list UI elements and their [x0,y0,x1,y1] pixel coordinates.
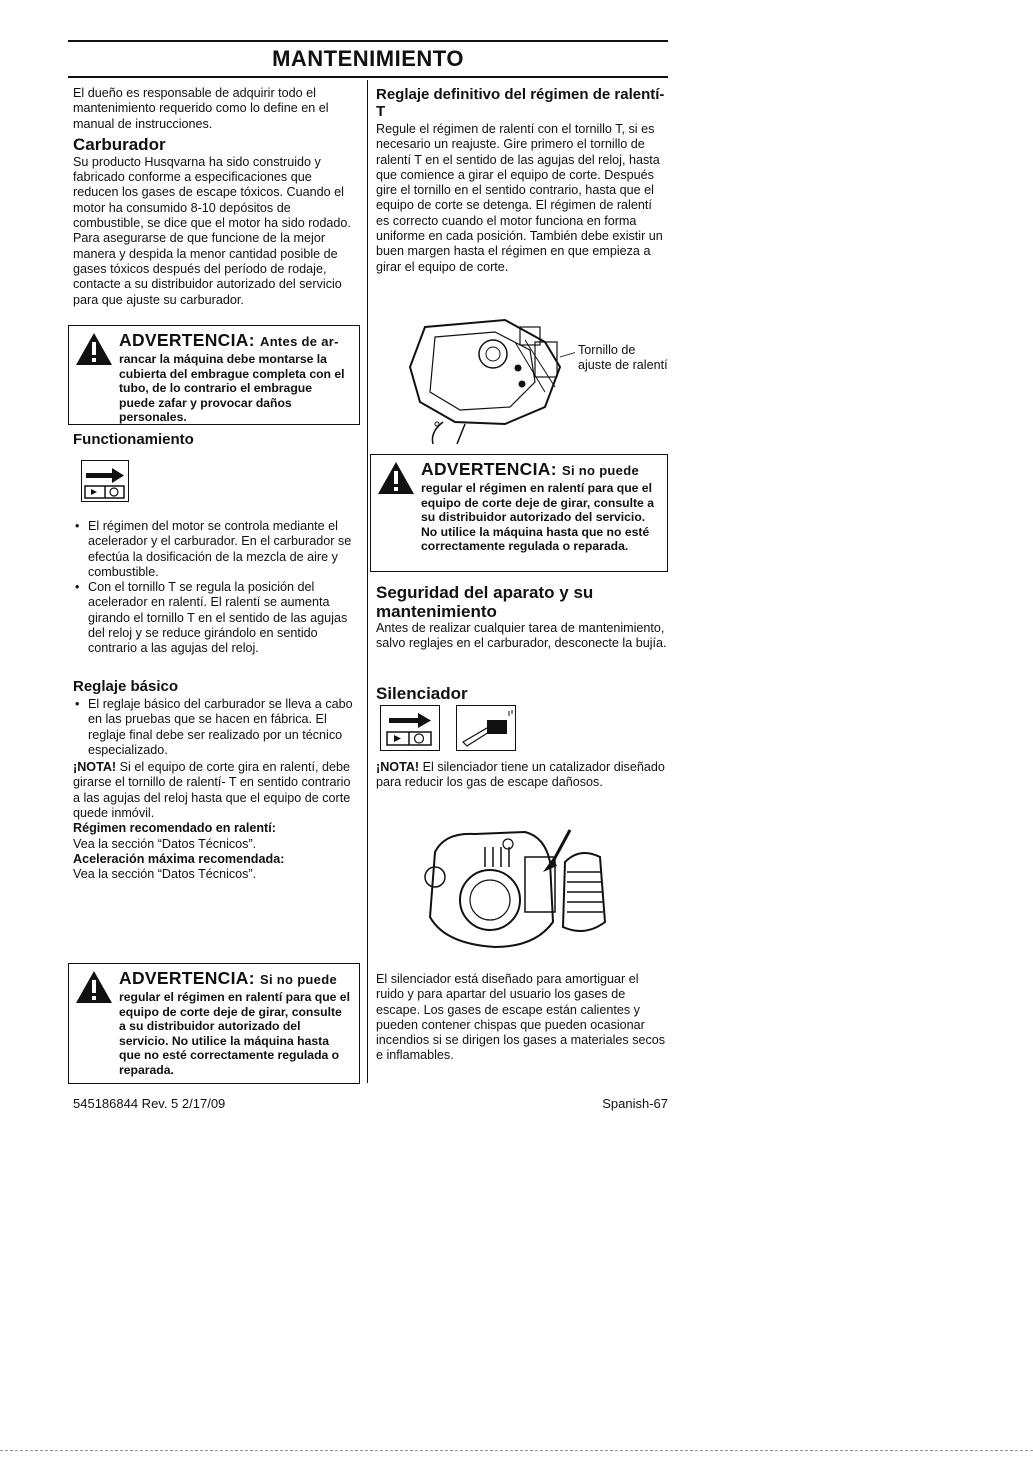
warning-body: regular el régimen en ralentí para que el equipo de corte deje de girar, consulte a su distribuidor autorizado del servicio. No utilice la máquina hasta que no esté correctamente regulada o reparada. [421,481,654,554]
recommended-idle-label: Régimen recomendado en ralentí: [73,821,276,836]
engine-muffler-illustration [415,822,615,952]
muffler-symbols [380,705,516,755]
title-rule [68,76,668,78]
warning-title: ADVERTENCIA: [119,968,255,988]
carburetor-illustration [395,312,575,444]
safety-section [376,583,668,652]
warning-title: ADVERTENCIA: [421,459,557,479]
operation-symbol [81,460,129,506]
operation-list [73,519,360,657]
left-column [73,86,358,308]
note-label: ¡NOTA! [73,760,117,775]
warning-lead: Si no puede [260,972,337,987]
page-title: MANTENIMIENTO [272,46,464,71]
warning-lead: Antes de ar- [260,334,339,349]
right-column [376,86,668,275]
operation-symbol-icon [81,460,129,502]
carburetor-text: Su producto Husqvarna ha sido construido y fabricado conforme a especificaciones que reducen los gases de escape tóxicos. Cuando el motor ha consumido 8-10 depósitos de combustible, se dice que el motor ha sido rodado. Para asegurarse de que funcione de la mejor manera y despida la menor cantidad posible de gases tóxicos después del período de rodaje, contacte a su distribuidor autorizado del servicio para que ajuste su carburador. [73,154,351,307]
screw-label: Tornillo de ajuste de ralentí [578,343,668,373]
operation-heading: Functionamiento [73,431,194,448]
warning-triangle-icon [75,332,113,366]
safety-text: Antes de realizar cualquier tarea de mantenimiento, salvo reglajes en el carburador, desconecte la bujía. [376,621,667,651]
final-adjust-text: Regule el régimen de ralentí con el tornillo T, si es necesario un reajuste. Gire primero el tornillo de ralentí T en el sentido de las agujas del reloj, hasta que comience a girar el equipo de corte. Después gire el tornillo en el sentido contrario, hasta que el equipo de corte se detenga. El régimen de ralentí es correcto cuando el motor funciona en forma uniforme en cada posición. También debe existir un buen margen hasta el régimen en que empieza a girar el equipo de corte. [376,122,663,274]
list-item: • Con el tornillo T se regula la posición del acelerador en ralentí. El ralentí se aumenta girando el tornillo T en el sentido de las agujas del reloj y se reduce girándolo en sentido contrario a las agujas del reloj. [73,580,360,656]
bottom-edge [0,1450,1033,1451]
warning-triangle-icon [75,970,113,1004]
warning-lead: Si no puede [562,463,639,478]
top-rule [68,40,668,42]
muffler-text: El silenciador está diseñado para amortiguar el ruido y para apartar del usuario los gases de escape. Los gases de escape están calientes y pueden contener chispas que pueden ocasionar incendios si se dirigen los gases a materiales secos e inflamables. [376,972,666,1063]
basic-section [73,678,360,883]
basic-heading: Reglaje básico [73,678,179,695]
list-item: • El régimen del motor se controla mediante el acelerador y el carburador. En el carburador se efectúa la dosificación de la mezcla de aire y combustible. [73,519,360,580]
list-item: • El reglaje básico del carburador se lleva a cabo en las pruebas que se hacen en fábrica. El reglaje final debe ser realizado por un técnico especializado. [73,697,360,758]
final-adjust-heading: Reglaje definitivo del régimen de ralentí-T [376,86,665,120]
note-text: Si el equipo de corte gira en ralentí, debe girarse el tornillo de ralentí- T en sentido contrario a las agujas del reloj hasta que el equipo de corte quede inmóvil. [73,760,351,821]
warning-body: rancar la máquina debe montarse la cubierta del embrague completa con el tubo, de lo contrario el embrague puede zafar y provocar daños personales. [119,352,345,425]
safety-heading: Seguridad del aparato y su mantenimiento [376,583,594,621]
column-divider [367,80,368,1083]
page-number: Spanish-67 [602,1096,668,1111]
note-text: El silenciador tiene un catalizador diseñado para reducir los gas de escape dañosos. [376,760,665,790]
note-label: ¡NOTA! [376,760,420,774]
intro-text: El dueño es responsable de adquirir todo el mantenimiento requerido como lo define en el manual de instrucciones. [73,86,329,131]
warning-triangle-icon [377,461,415,495]
warning-title: ADVERTENCIA: [119,330,255,350]
muffler-heading: Silenciador [376,684,468,703]
warning-box-2 [68,963,360,1084]
operation-symbol-icon [380,705,440,751]
muffler-note [376,760,668,791]
brush-icon [456,705,516,751]
warning-body: regular el régimen en ralentí para que el equipo de corte deje de girar, consulte a su distribuidor autorizado del servicio. No utilice la máquina hasta que no esté correctamente regulada o reparada. [119,990,350,1077]
muffler-section [376,972,668,1064]
recommended-idle-text: Vea la sección “Datos Técnicos”. [73,836,257,851]
warning-box-1 [68,325,360,425]
doc-id: 545186844 Rev. 5 2/17/09 [73,1096,226,1111]
recommended-max-text: Vea la sección “Datos Técnicos”. [73,867,257,882]
warning-box-3 [370,454,668,572]
recommended-max-label: Aceleración máxima recomendada: [73,851,285,866]
carburetor-heading: Carburador [73,134,166,154]
